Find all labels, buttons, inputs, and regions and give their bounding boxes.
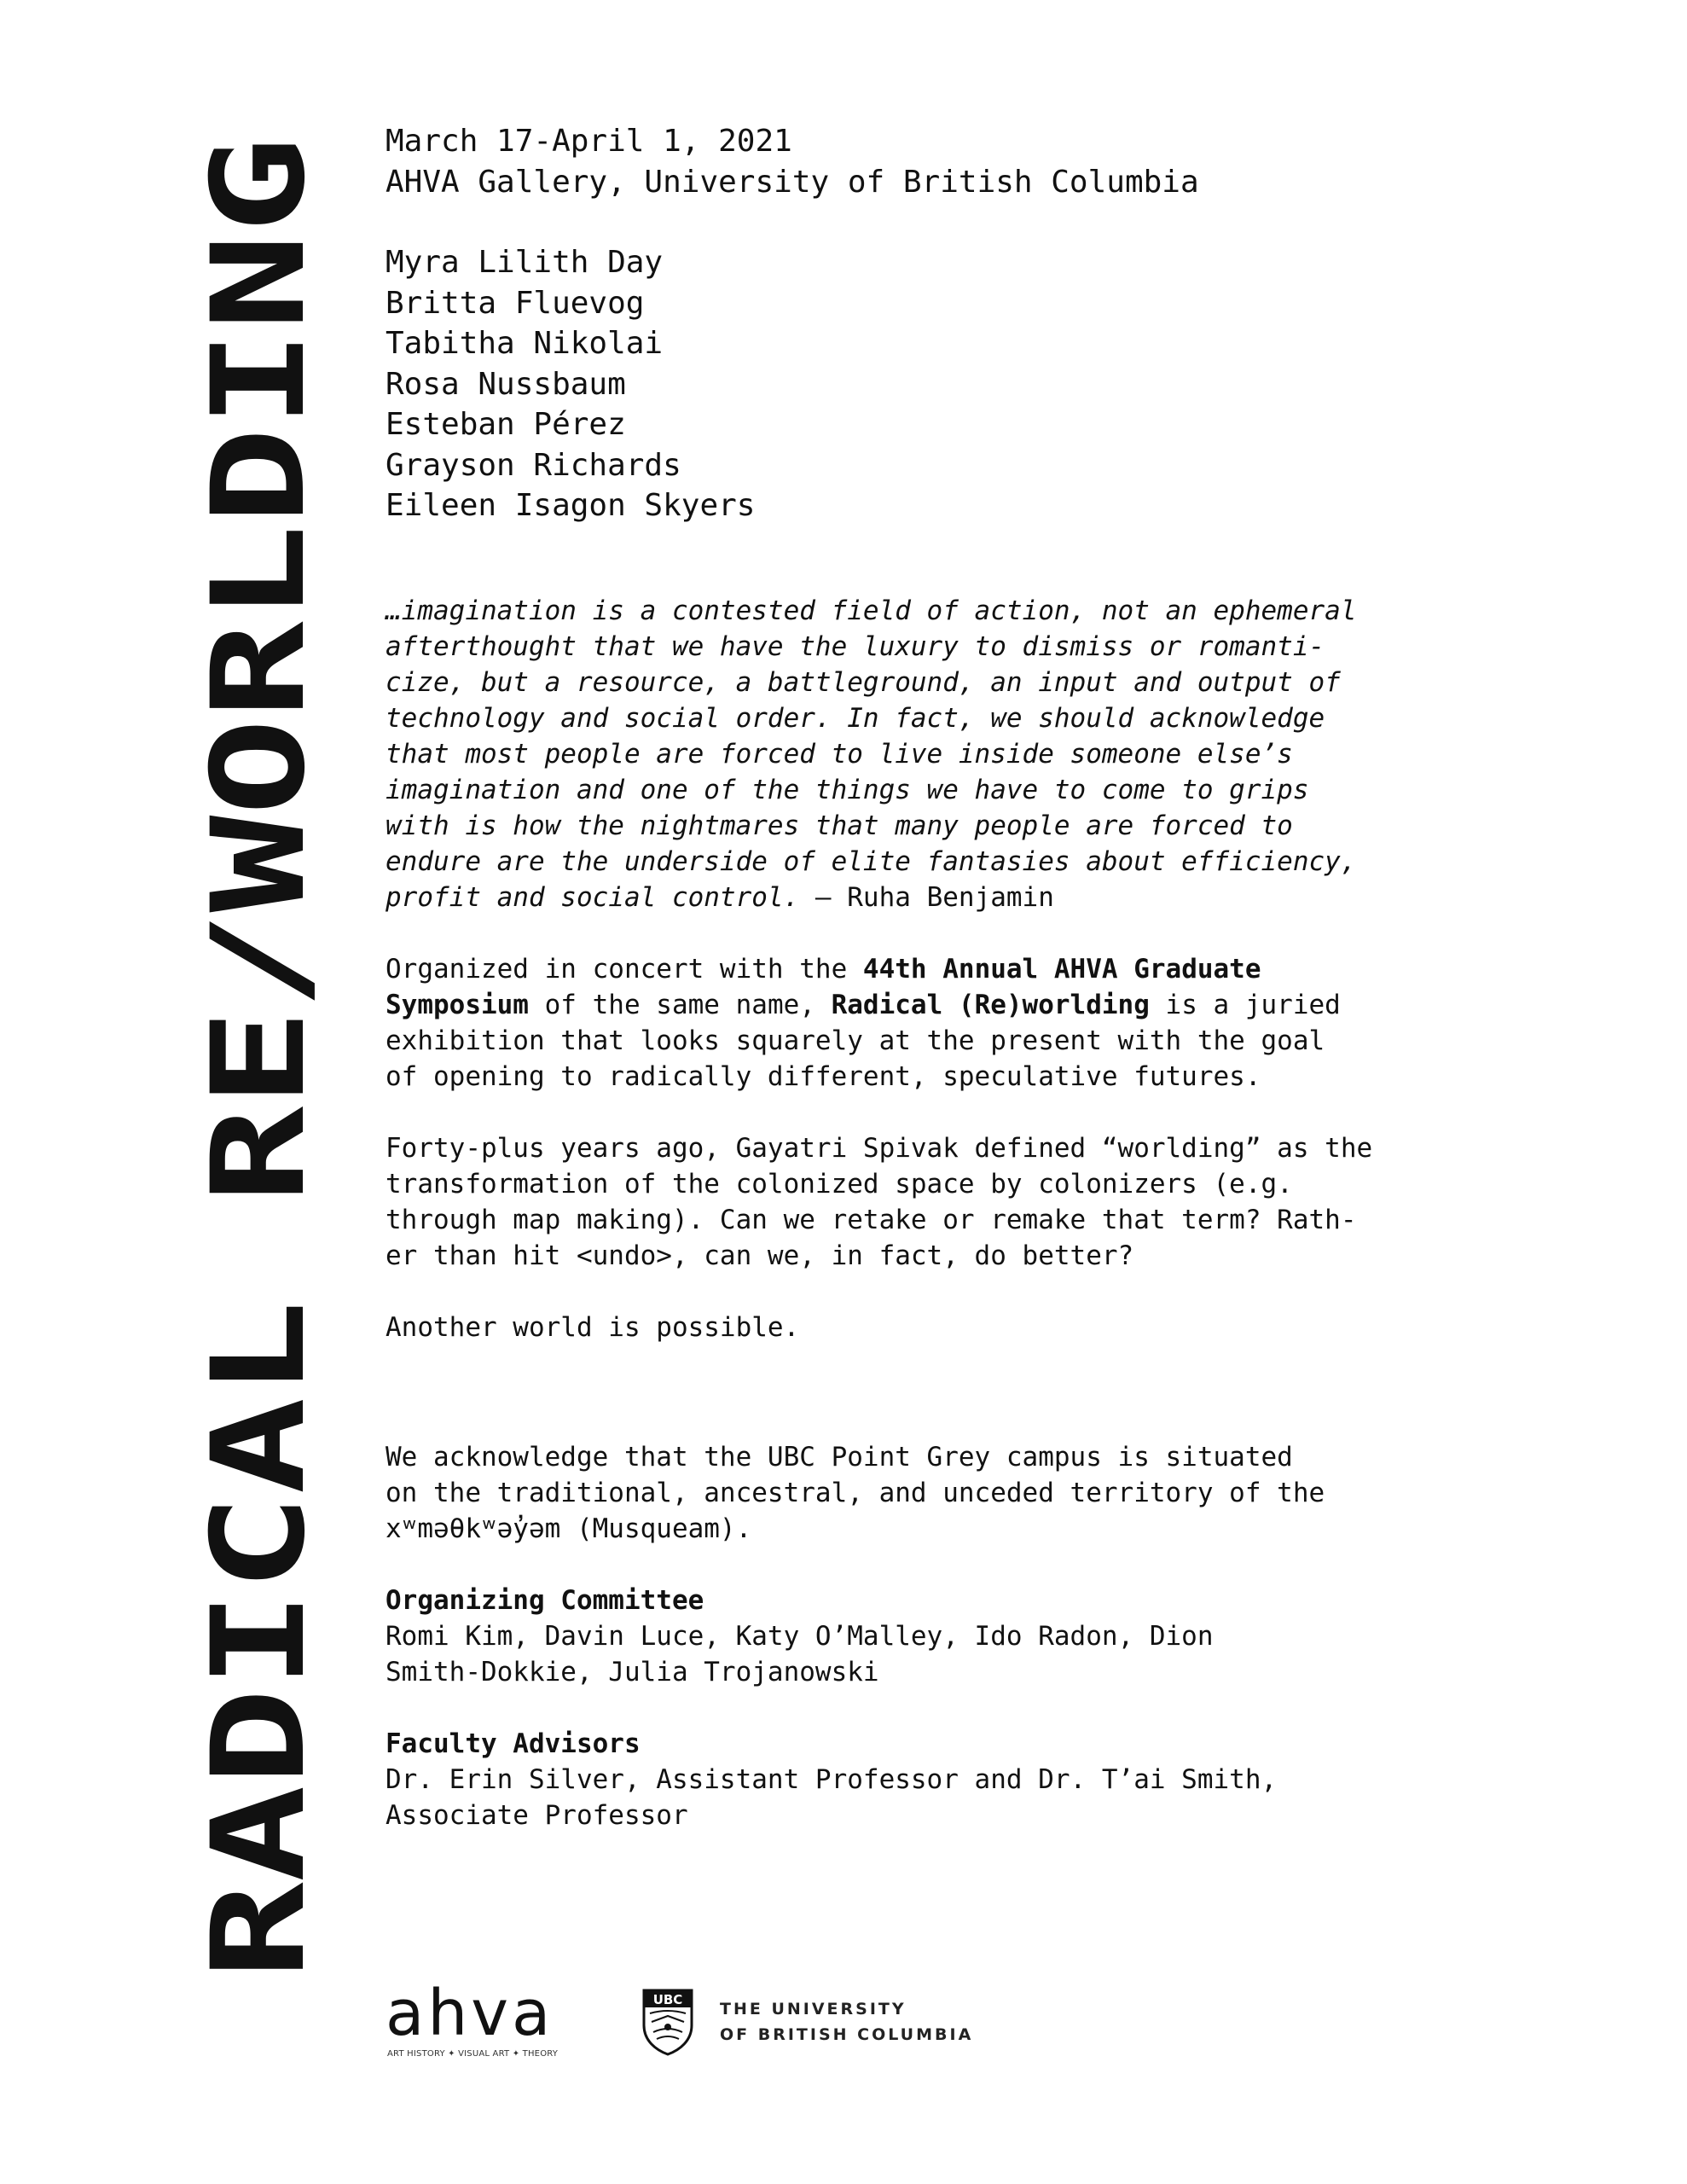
exhibition-venue: AHVA Gallery, University of British Columbia	[386, 165, 1199, 200]
intro-text: of opening to radically different, speculative futures.	[386, 1060, 1261, 1092]
quote-line: imagination and one of the things we have to come to grips	[386, 774, 1309, 805]
intro-paragraph	[386, 951, 1597, 1095]
logo-bar	[386, 1978, 1068, 2071]
exhibition-dates: March 17-April 1, 2021	[386, 124, 792, 159]
vertical-title-text: RADICAL RE/WORLDING	[185, 515, 333, 1979]
symposium-name: Symposium	[386, 989, 529, 1020]
paragraph-line: Romi Kim, Davin Luce, Katy O’Malley, Ido Radon, Dion	[386, 1620, 1214, 1652]
artist-name: Britta Fluevog	[386, 285, 645, 321]
ahva-logo	[386, 1978, 590, 2071]
spivak-paragraph	[386, 1130, 1597, 1274]
vertical-title	[185, 128, 336, 1988]
main-content	[386, 121, 1597, 1833]
paragraph-line: Smith-Dokkie, Julia Trojanowski	[386, 1656, 879, 1687]
ubc-crest-text: UBC	[652, 1992, 683, 2007]
artist-name: Myra Lilith Day	[386, 245, 664, 280]
advisors-list	[386, 1762, 1597, 1833]
quote-line: afterthought that we have the luxury to dismiss or romanti-	[386, 630, 1325, 662]
artist-name: Rosa Nussbaum	[386, 366, 626, 402]
quote-attribution: – Ruha Benjamin	[799, 881, 1054, 913]
quote-line: with is how the nightmares that many people are forced to	[386, 810, 1293, 841]
ahva-wordmark: ahva	[386, 1977, 554, 2050]
ubc-name-line: OF BRITISH COLUMBIA	[720, 2025, 974, 2044]
quote-line: …imagination is a contested field of action, not an ephemeral	[386, 595, 1357, 626]
ubc-name	[720, 1996, 973, 2048]
intro-text: of the same name,	[528, 989, 832, 1020]
paragraph-line: We acknowledge that the UBC Point Grey campus is situated	[386, 1441, 1293, 1472]
paragraph-line: transformation of the colonized space by colonizers (e.g.	[386, 1168, 1293, 1199]
artist-name: Eileen Isagon Skyers	[386, 488, 756, 523]
closing-line: Another world is possible.	[386, 1311, 800, 1343]
committee-heading: Organizing Committee	[386, 1584, 704, 1616]
paragraph-line: on the traditional, ancestral, and unceded territory of the	[386, 1477, 1325, 1508]
intro-text: exhibition that looks squarely at the present with the goal	[386, 1025, 1325, 1056]
paragraph-line: Forty-plus years ago, Gayatri Spivak defined “worlding” as the	[386, 1132, 1373, 1164]
artist-name: Grayson Richards	[386, 447, 681, 483]
quote-line: profit and social control.	[386, 881, 800, 913]
exhibition-name: Radical (Re)worlding	[831, 989, 1150, 1020]
ubc-name-line: THE UNIVERSITY	[720, 2000, 907, 2018]
artist-list	[386, 242, 1597, 526]
paragraph-line: Associate Professor	[386, 1799, 688, 1831]
paragraph-line: xʷməθkʷəy̓əm (Musqueam).	[386, 1513, 752, 1544]
intro-text: is a juried	[1149, 989, 1341, 1020]
quote-line: endure are the underside of elite fantasies about efficiency,	[386, 845, 1357, 877]
ahva-tagline: ART HISTORY ✦ VISUAL ART ✦ THEORY	[387, 2049, 559, 2059]
artist-name: Esteban Pérez	[386, 407, 626, 442]
quote-line: technology and social order. In fact, we should acknowledge	[386, 702, 1325, 734]
vertical-title-art	[185, 128, 336, 1988]
intro-text: Organized in concert with the	[386, 953, 863, 985]
advisors-heading: Faculty Advisors	[386, 1728, 641, 1759]
quote-line: cize, but a resource, a battleground, an input and output of	[386, 666, 1341, 698]
paragraph-line: through map making). Can we retake or remake that term? Rath-	[386, 1204, 1357, 1235]
symposium-name: 44th Annual AHVA Graduate	[862, 953, 1261, 985]
land-acknowledgement	[386, 1439, 1597, 1547]
benjamin-quote	[386, 593, 1597, 915]
quote-line: that most people are forced to live inside someone else’s	[386, 738, 1293, 770]
ubc-crest-icon	[641, 1988, 694, 2056]
committee-list	[386, 1618, 1597, 1690]
paragraph-line: Dr. Erin Silver, Assistant Professor and Dr. T’ai Smith,	[386, 1763, 1278, 1795]
paragraph-line: er than hit <undo>, can we, in fact, do better?	[386, 1240, 1134, 1271]
artist-name: Tabitha Nikolai	[386, 326, 664, 361]
